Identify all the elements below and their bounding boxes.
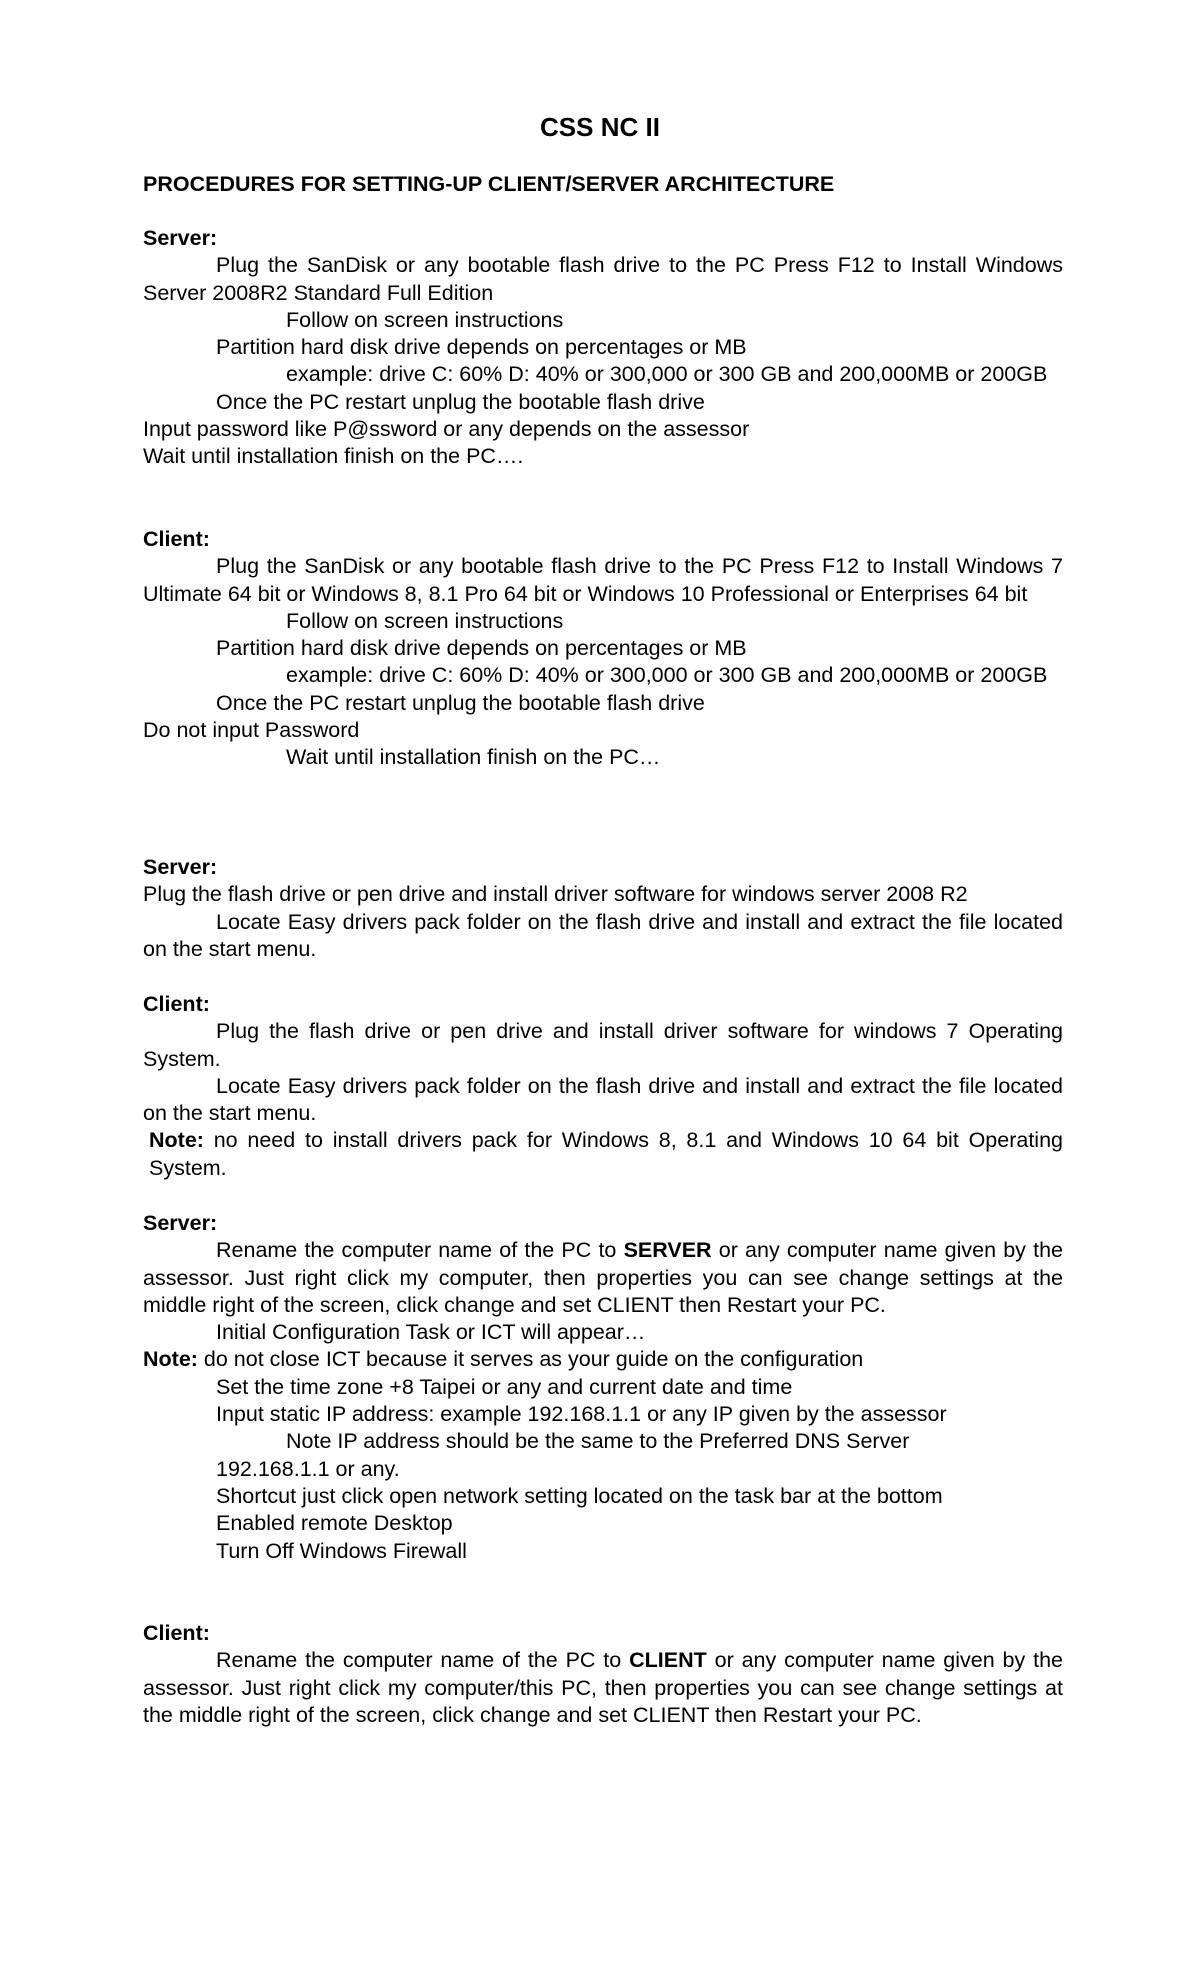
section-heading: Client:: [143, 1621, 210, 1645]
section-client-config: [143, 1620, 1063, 1729]
section-client-install: [143, 526, 1063, 772]
paragraph: Enabled remote Desktop: [216, 1511, 453, 1536]
section-server-config: [143, 1210, 1063, 1565]
rename-bold: SERVER: [623, 1238, 712, 1263]
paragraph: Partition hard disk drive depends on percentages or MB: [216, 636, 747, 661]
paragraph: Locate Easy drivers pack folder on the flash drive and install and extract the file located on the start menu.: [143, 909, 1063, 961]
paragraph: Locate Easy drivers pack folder on the flash drive and install and extract the file located on the start menu.: [143, 1073, 1063, 1126]
paragraph: [143, 1647, 1063, 1729]
note-text: no need to install drivers pack for Windows 8, 8.1 and Windows 10 64 bit Operating System.: [149, 1128, 1063, 1180]
paragraph: Wait until installation finish on the PC…: [286, 745, 661, 770]
section-heading: Server:: [143, 1211, 218, 1235]
paragraph: example: drive C: 60% D: 40% or 300,000 or 300 GB and 200,000MB or 200GB: [286, 663, 1048, 688]
note-label: Note:: [143, 1347, 198, 1372]
paragraph: Wait until installation finish on the PC….: [143, 444, 524, 469]
section-heading: Client:: [143, 992, 210, 1016]
rename-text: or any computer name given by the assessor. Just right click my computer, then properties you can see change settings at the middle right of the screen, click change and set CLIENT then Restart your PC.: [143, 1238, 1063, 1317]
rename-text: Rename the computer name of the PC to: [216, 1648, 630, 1673]
paragraph: Do not input Password: [143, 718, 360, 743]
paragraph: Partition hard disk drive depends on percentages or MB: [216, 335, 747, 360]
note-paragraph: [143, 1127, 1063, 1182]
paragraph: Plug the SanDisk or any bootable flash drive to the PC Press F12 to Install Windows 7 Ultimate 64 bit or Windows 8, 8.1 Pro 64 bit or Windows 10 Professional or Enterprises 64 bit: [143, 554, 1063, 606]
paragraph: Turn Off Windows Firewall: [216, 1538, 467, 1563]
paragraph: Once the PC restart unplug the bootable flash drive: [216, 389, 705, 414]
section-heading: Client:: [143, 527, 210, 551]
section-server-install: [143, 225, 1063, 471]
section-heading: Server:: [143, 855, 218, 879]
note-paragraph: [143, 1346, 1063, 1373]
paragraph: Plug the flash drive or pen drive and install driver software for windows server 2008 R2: [143, 882, 968, 907]
paragraph: Input static IP address: example 192.168.1.1 or any IP given by the assessor: [216, 1402, 947, 1427]
document-subtitle: PROCEDURES FOR SETTING-UP CLIENT/SERVER ARCHITECTURE: [143, 172, 835, 196]
paragraph: Follow on screen instructions: [286, 307, 564, 332]
paragraph: Once the PC restart unplug the bootable flash drive: [216, 690, 705, 715]
paragraph: example: drive C: 60% D: 40% or 300,000 or 300 GB and 200,000MB or 200GB: [286, 362, 1048, 387]
paragraph: [143, 1237, 1063, 1319]
paragraph: Follow on screen instructions: [286, 608, 564, 633]
rename-bold: CLIENT: [629, 1648, 707, 1673]
rename-text: or any computer name given by the assessor. Just right click my computer/this PC, then properties you can see change settings at the middle right of the screen, click change and set CLIENT then Restart your PC.: [143, 1648, 1063, 1727]
rename-text: Rename the computer name of the PC to: [216, 1238, 624, 1263]
section-client-drivers: [143, 991, 1063, 1182]
note-label: Note:: [149, 1128, 204, 1153]
paragraph: Plug the SanDisk or any bootable flash drive to the PC Press F12 to Install Windows Server 2008R2 Standard Full Edition: [143, 253, 1063, 305]
paragraph: 192.168.1.1 or any.: [216, 1456, 400, 1481]
note-text: do not close ICT because it serves as your guide on the configuration: [197, 1347, 864, 1372]
section-heading: Server:: [143, 226, 218, 250]
paragraph: Shortcut just click open network setting located on the task bar at the bottom: [216, 1483, 943, 1508]
paragraph: Set the time zone +8 Taipei or any and current date and time: [216, 1374, 793, 1399]
paragraph: Plug the flash drive or pen drive and install driver software for windows 7 Operating System.: [143, 1019, 1063, 1071]
document-title: CSS NC II: [540, 112, 660, 142]
section-server-drivers: [143, 854, 1063, 963]
paragraph: Note IP address should be the same to the Preferred DNS Server: [286, 1429, 910, 1454]
paragraph: Initial Configuration Task or ICT will appear…: [216, 1320, 646, 1345]
paragraph: Input password like P@ssword or any depends on the assessor: [143, 417, 750, 442]
